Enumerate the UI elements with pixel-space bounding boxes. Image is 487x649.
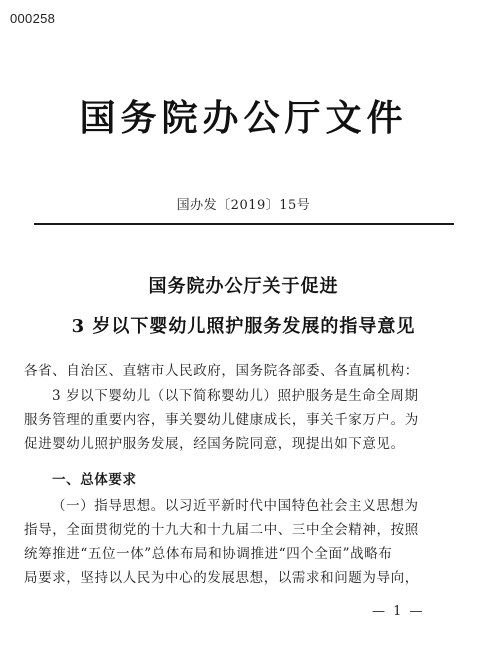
section-heading: 一、总体要求: [52, 472, 137, 488]
intro-line: 3 岁以下婴幼儿（以下简称婴幼儿）照护服务是生命全周期: [52, 388, 419, 404]
document-title-line-2: 3 岁以下婴幼儿照护服务发展的指导意见: [71, 316, 416, 337]
intro-line: 促进婴幼儿照护服务发展，经国务院同意，现提出如下意见。: [24, 436, 405, 452]
body-line: 局要求，坚持以人民为中心的发展思想，以需求和问题为导向，: [24, 570, 419, 586]
document-number: 国办发〔2019〕15号: [176, 198, 311, 213]
salutation: 各省、自治区、直辖市人民政府，国务院各部委、各直属机构：: [24, 363, 419, 379]
body-line: 统筹推进“五位一体”总体布局和协调推进“四个全面”战略布: [24, 546, 393, 562]
body-line: 指导，全面贯彻党的十九大和十九届二中、三中全会精神，按照: [24, 522, 419, 538]
document-title-line-1: 国务院办公厅关于促进: [148, 276, 339, 297]
page-number: — 1 —: [372, 604, 425, 619]
intro-line: 服务管理的重要内容，事关婴幼儿健康成长，事关千家万户。为: [24, 412, 419, 428]
body-line: （一）指导思想。以习近平新时代中国特色社会主义思想为: [52, 498, 419, 514]
serial-number: 000258: [10, 11, 56, 26]
header-divider: [34, 223, 454, 225]
document-header-title: 国务院办公厅文件: [79, 97, 408, 139]
